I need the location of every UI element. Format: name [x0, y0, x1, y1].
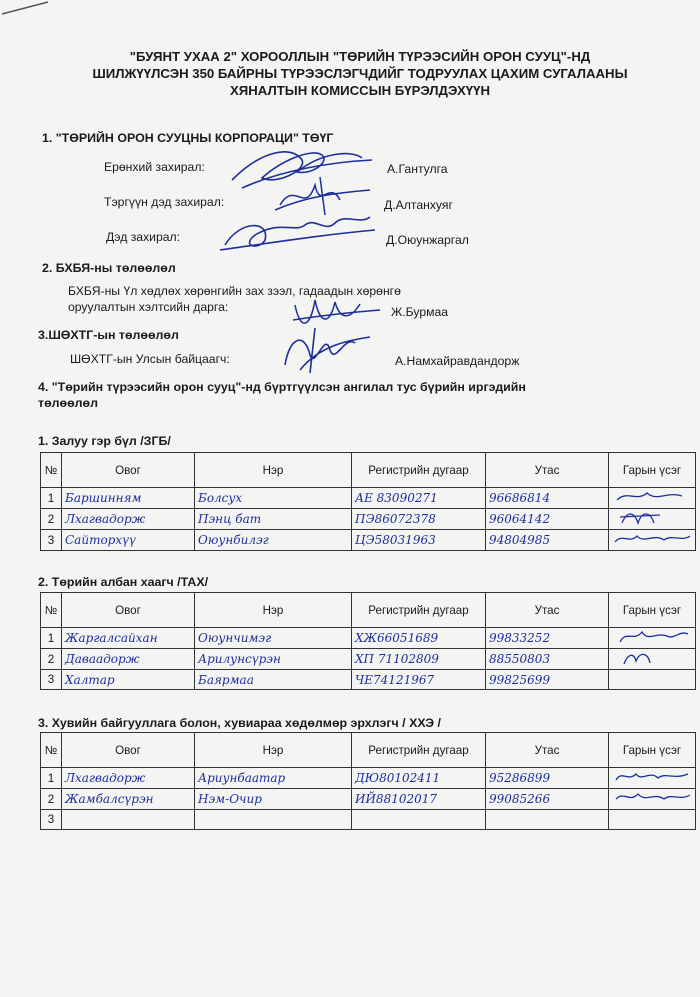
row-num: 2 — [41, 789, 62, 810]
register-cell — [352, 810, 486, 830]
surname-cell — [62, 810, 195, 830]
group-2-table — [40, 592, 696, 690]
table-header-row — [41, 733, 696, 768]
phone-cell — [486, 810, 609, 830]
col-header-register: Регистрийн дугаар — [352, 593, 486, 628]
col-header-num: № — [41, 733, 62, 768]
title-line-2: ШИЛЖҮҮЛСЭН 350 БАЙРНЫ ТҮРЭЭСЛЭГЧДИЙГ ТОДРУУЛАХ ЦАХИМ СУГАЛААНЫ — [92, 66, 628, 81]
col-header-phone: Утас — [486, 593, 609, 628]
register-cell: ЧЕ74121967 — [352, 670, 486, 690]
section-4-heading-line-1: 4. "Төрийн түрээсийн орон сууц"-нд бүртгүүлсэн ангилал тус бүрийн иргэдийн — [38, 380, 526, 394]
col-header-surname: Овог — [62, 453, 195, 488]
group-3-table — [40, 732, 696, 830]
col-header-register: Регистрийн дугаар — [352, 453, 486, 488]
signature-cell — [609, 509, 696, 530]
table-row — [41, 509, 696, 530]
signature-cell — [609, 628, 696, 649]
row-signature — [612, 509, 692, 526]
group-3-heading: 3. Хувийн байгууллага болон, хувиараа хөдөлмөр эрхлэгч / ХХЭ / — [38, 716, 441, 730]
register-cell: АЕ 83090271 — [352, 488, 486, 509]
document-title — [70, 48, 650, 99]
signature-cell — [609, 530, 696, 551]
col-header-surname: Овог — [62, 733, 195, 768]
name-cell: Оюунчимэг — [195, 628, 352, 649]
col-header-name: Нэр — [195, 453, 352, 488]
register-cell: ХП 71102809 — [352, 649, 486, 670]
title-line-1: "БУЯНТ УХАА 2" ХОРООЛЛЫН "ТӨРИЙН ТҮРЭЭСИЙН ОРОН СУУЦ"-НД — [129, 49, 591, 64]
section-3-heading: 3.ШӨХТГ-ын төлөөлөл — [38, 328, 179, 342]
name-cell: Болсух — [195, 488, 352, 509]
register-cell: ИЙ88102017 — [352, 789, 486, 810]
row-signature — [612, 530, 692, 547]
register-cell: ДЮ80102411 — [352, 768, 486, 789]
signature-cell — [609, 768, 696, 789]
name-cell: Нэм-Очир — [195, 789, 352, 810]
row-num: 2 — [41, 649, 62, 670]
col-header-signature: Гарын үсэг — [609, 453, 696, 488]
s2-position-line-1: БХБЯ-ны Үл хөдлөх хөрөнгийн зах зээл, гадаадын хөрөнгө — [68, 284, 401, 298]
row-num: 2 — [41, 509, 62, 530]
surname-cell: Сайторхүү — [62, 530, 195, 551]
section-2-heading: 2. БХБЯ-ны төлөөлөл — [42, 261, 176, 275]
row-num: 3 — [41, 530, 62, 551]
s2-name: Ж.Бурмаа — [391, 305, 449, 319]
signature-cell — [609, 488, 696, 509]
signature-oyunjargal — [210, 205, 385, 260]
phone-cell: 88550803 — [486, 649, 609, 670]
col-header-surname: Овог — [62, 593, 195, 628]
register-cell: ХЖ66051689 — [352, 628, 486, 649]
surname-cell: Халтар — [62, 670, 195, 690]
name-cell: Баярмаа — [195, 670, 352, 690]
signature-namkhairavdandorj — [270, 325, 380, 375]
name-cell: Пэнц бат — [195, 509, 352, 530]
table-row — [41, 488, 696, 509]
name-cell: Оюунбилэг — [195, 530, 352, 551]
row-num: 3 — [41, 810, 62, 830]
table-row — [41, 670, 696, 690]
s1-name-2: Д.Алтанхуяг — [384, 198, 453, 212]
row-signature — [612, 488, 692, 505]
phone-cell: 96686814 — [486, 488, 609, 509]
row-signature — [612, 628, 692, 645]
s3-position: ШӨХТГ-ын Улсын байцаагч: — [70, 352, 230, 366]
row-signature — [612, 768, 692, 785]
phone-cell: 96064142 — [486, 509, 609, 530]
name-cell — [195, 810, 352, 830]
surname-cell: Баршинням — [62, 488, 195, 509]
s1-position-1: Ерөнхий захирал: — [104, 160, 205, 174]
row-signature — [612, 789, 692, 806]
phone-cell: 95286899 — [486, 768, 609, 789]
surname-cell: Жаргалсайхан — [62, 628, 195, 649]
table-row — [41, 768, 696, 789]
phone-cell: 99085266 — [486, 789, 609, 810]
s1-position-2: Тэргүүн дэд захирал: — [104, 195, 225, 209]
surname-cell: Лхагвадорж — [62, 509, 195, 530]
section-4-heading-line-2: төлөөлөл — [38, 396, 98, 410]
group-1-heading: 1. Залуу гэр бүл /ЗГБ/ — [38, 434, 171, 448]
name-cell: Арилунсүрэн — [195, 649, 352, 670]
signature-cell — [609, 649, 696, 670]
section-1-heading: 1. "ТӨРИЙН ОРОН СУУЦНЫ КОРПОРАЦИ" ТӨҮГ — [42, 131, 334, 145]
s1-name-3: Д.Оюунжаргал — [386, 233, 469, 247]
row-num: 1 — [41, 488, 62, 509]
row-num: 3 — [41, 670, 62, 690]
phone-cell: 99825699 — [486, 670, 609, 690]
phone-cell: 94804985 — [486, 530, 609, 551]
signature-cell — [609, 810, 696, 830]
col-header-signature: Гарын үсэг — [609, 733, 696, 768]
col-header-register: Регистрийн дугаар — [352, 733, 486, 768]
col-header-phone: Утас — [486, 453, 609, 488]
signature-cell — [609, 670, 696, 690]
col-header-num: № — [41, 453, 62, 488]
surname-cell: Жамбалсүрэн — [62, 789, 195, 810]
s2-position-line-2: оруулалтын хэлтсийн дарга: — [68, 300, 229, 314]
col-header-name: Нэр — [195, 593, 352, 628]
name-cell: Ариунбаатар — [195, 768, 352, 789]
row-num: 1 — [41, 628, 62, 649]
table-row — [41, 789, 696, 810]
register-cell: ПЭ86072378 — [352, 509, 486, 530]
surname-cell: Лхагвадорж — [62, 768, 195, 789]
table-row — [41, 649, 696, 670]
group-1-table — [40, 452, 696, 551]
title-line-3: ХЯНАЛТЫН КОМИССЫН БҮРЭЛДЭХҮҮН — [230, 83, 490, 98]
s1-position-3: Дэд захирал: — [106, 230, 181, 244]
table-header-row — [41, 593, 696, 628]
table-header-row — [41, 453, 696, 488]
col-header-name: Нэр — [195, 733, 352, 768]
col-header-num: № — [41, 593, 62, 628]
col-header-signature: Гарын үсэг — [609, 593, 696, 628]
phone-cell: 99833252 — [486, 628, 609, 649]
s3-name: А.Намхайравдандорж — [395, 354, 520, 368]
surname-cell: Даваадорж — [62, 649, 195, 670]
row-num: 1 — [41, 768, 62, 789]
signature-cell — [609, 789, 696, 810]
s1-name-1: А.Гантулга — [387, 162, 448, 176]
col-header-phone: Утас — [486, 733, 609, 768]
register-cell: ЦЭ58031963 — [352, 530, 486, 551]
row-signature — [612, 649, 692, 666]
table-row — [41, 530, 696, 551]
table-row — [41, 810, 696, 830]
group-2-heading: 2. Төрийн албан хаагч /ТАХ/ — [38, 575, 209, 589]
table-row — [41, 628, 696, 649]
